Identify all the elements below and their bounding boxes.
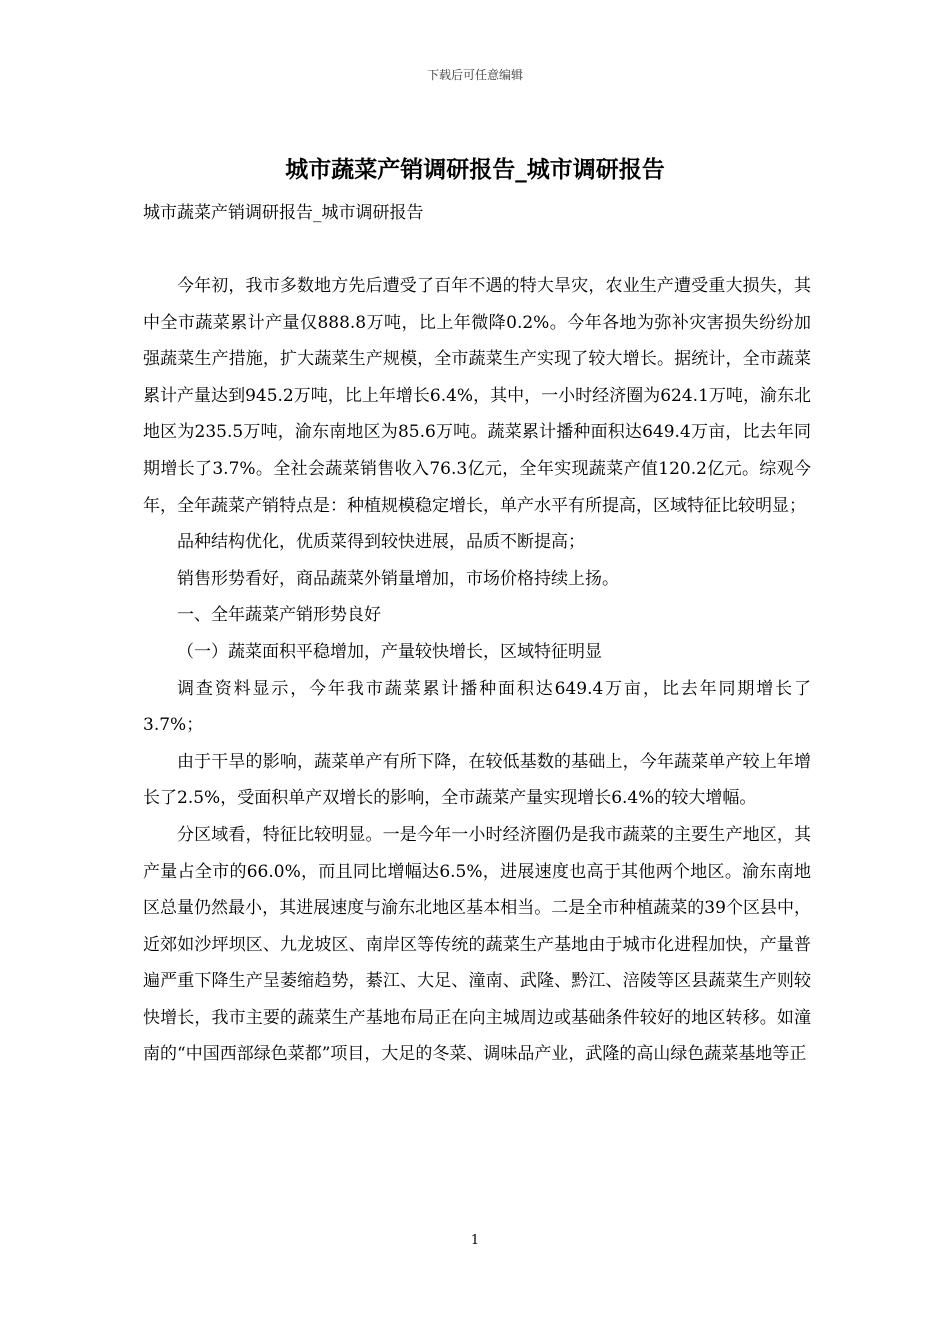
body-paragraph: 分区域看，特征比较明显。一是今年一小时经济圈仍是我市蔬菜的主要生产地区，其产量占全市的66.0%，而且同比增幅达6.5%，进展速度也高于其他两个地区。渝东南地区总量仍然最小，其进展速度与渝东北地区基本相当。二是全市种植蔬菜的39个区县中，近郊如沙坪坝区、九龙坡区、南岸区等传统的蔬菜生产基地由于城市化进程加快，产量普遍严重下降生产呈萎缩趋势，綦江、大足、潼南、武隆、黔江、涪陵等区县蔬菜生产则较快增长，我市主要的蔬菜生产基地布局正在向主城周边或基础条件较好的地区转移。如潼南的“中国西部绿色菜都”项目，大足的冬菜、调味品产业，武隆的高山绿色蔬菜基地等正 xyxy=(143,824,811,1065)
page-number: 1 xyxy=(470,1233,480,1248)
subsection-heading: （一）蔬菜面积平稳增加，产量较快增长，区域特征明显 xyxy=(177,641,602,662)
body-paragraph: 调查资料显示，今年我市蔬菜累计播种面积达649.4万亩，比去年同期增长了3.7%； xyxy=(143,678,811,736)
body-paragraph: 由于干旱的影响，蔬菜单产有所下降，在较低基数的基础上，今年蔬菜单产较上年增长了2.5%，受面积单产双增长的影响，全市蔬菜产量实现增长6.4%的较大增幅。 xyxy=(143,751,811,809)
section-heading: 一、全年蔬菜产销形势良好 xyxy=(177,605,381,626)
document-subtitle: 城市蔬菜产销调研报告_城市调研报告 xyxy=(143,203,424,223)
body-paragraph: 今年初，我市多数地方先后遭受了百年不遇的特大旱灾，农业生产遭受重大损失，其中全市蔬菜累计产量仅888.8万吨，比上年微降0.2%。今年各地为弥补灾害损失纷纷加强蔬菜生产措施，扩大蔬菜生产规模，全市蔬菜生产实现了较大增长。据统计，全市蔬菜累计产量达到945.2万吨，比上年增长6.4%，其中，一小时经济圈为624.1万吨，渝东北地区为235.5万吨，渝东南地区为85.6万吨。蔬菜累计播种面积达649.4万亩，比去年同期增长了3.7%。全社会蔬菜销售收入76.3亿元，全年实现蔬菜产值120.2亿元。综观今年，全年蔬菜产销特点是：种植规模稳定增长，单产水平有所提高，区域特征比较明显； xyxy=(143,276,811,516)
body-paragraph: 销售形势看好，商品蔬菜外销量增加，市场价格持续上扬。 xyxy=(177,568,619,589)
body-paragraph: 品种结构优化，优质菜得到较快进展，品质不断提高； xyxy=(177,532,585,553)
document-body xyxy=(143,268,811,1073)
header-note: 下载后可任意编辑 xyxy=(426,68,523,82)
document-title: 城市蔬菜产销调研报告_城市调研报告 xyxy=(285,156,665,183)
